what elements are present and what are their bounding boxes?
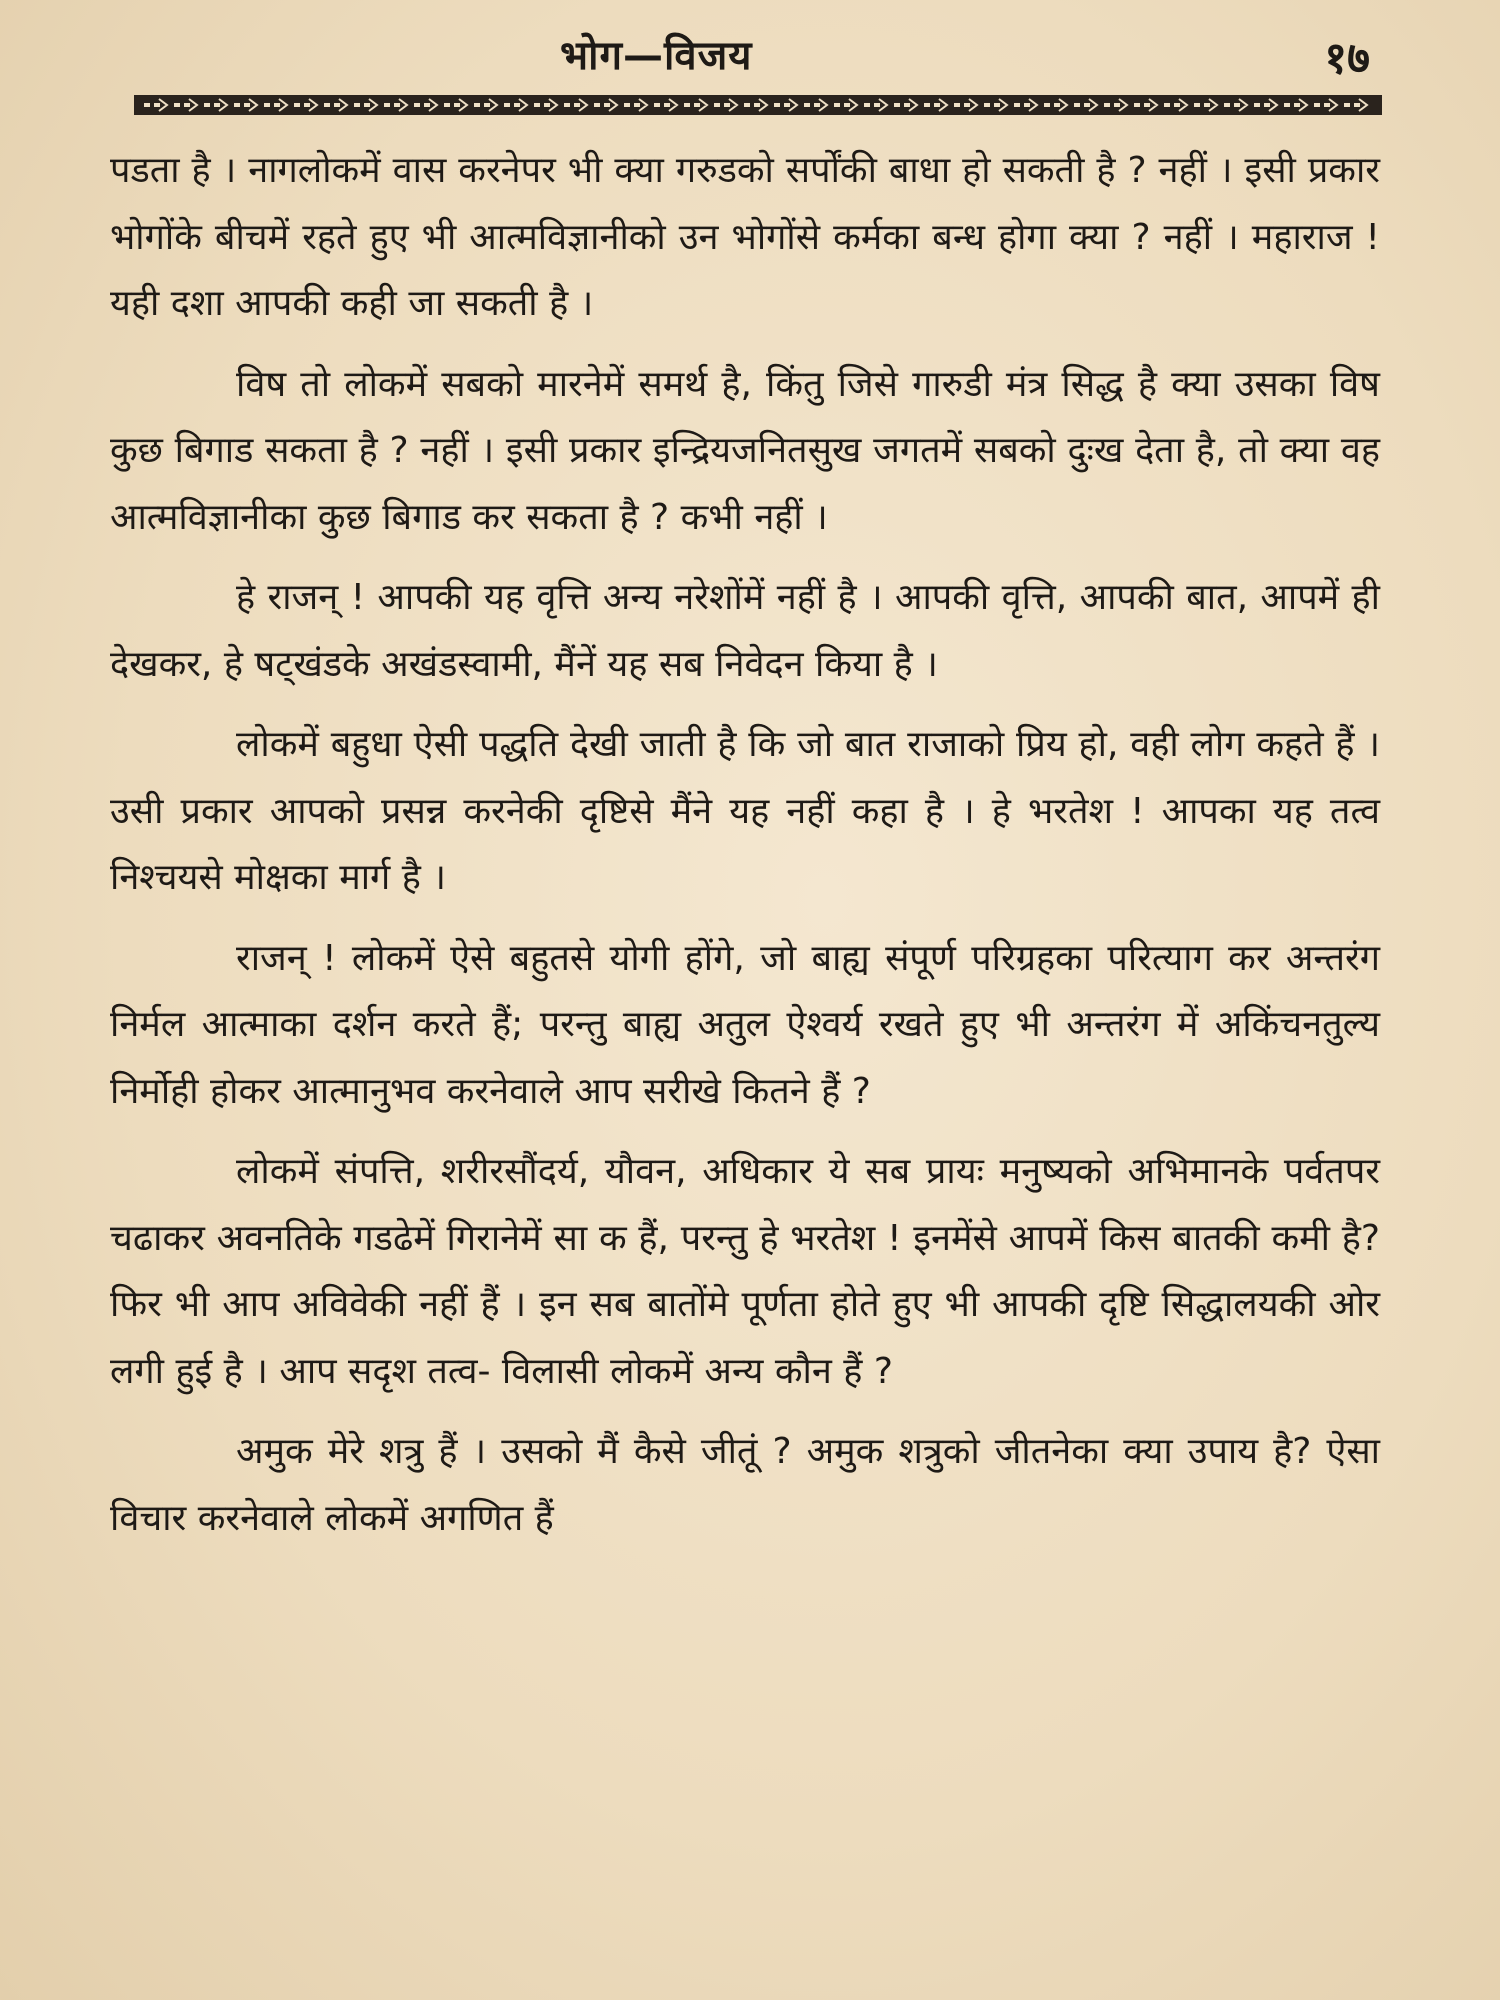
page-body bbox=[110, 138, 1380, 1566]
page-number: १७ bbox=[1324, 33, 1370, 84]
paragraph: लोकमें बहुधा ऐसी पद्धति देखी जाती है कि जो बात राजाको प्रिय हो, वही लोग कहते हैं । उसी प्रकार आपको प्रसन्न करनेकी दृष्टिसे मैंने यह नहीं कहा है । हे भरतेश ! आपका यह तत्व निश्चयसे मोक्षका मार्ग है । bbox=[110, 724, 1380, 898]
paragraph: विष तो लोकमें सबको मारनेमें समर्थ है, किंतु जिसे गारुडी मंत्र सिद्ध है क्या उसका विष कुछ बिगाड सकता है ? नहीं । इसी प्रकार इन्द्रियजनितसुख जगतमें सबको दुःख देता है, तो क्या वह आत्मविज्ञानीका कुछ बिगाड कर सकता है ? कभी नहीं । bbox=[110, 363, 1380, 538]
running-title: भोग—विजय bbox=[560, 33, 753, 79]
page-header bbox=[130, 18, 1390, 82]
ornamental-rule bbox=[134, 94, 1382, 116]
paragraph: राजन् ! लोकमें ऐसे बहुतसे योगी होंगे, जो बाह्य संपूर्ण परिग्रहका परित्याग कर अन्तरंग निर्मल आत्माका दर्शन करते हैं; परन्तु बाह्य अतुल ऐश्वर्य रखते हुए भी अन्तरंग में अकिंचनतुल्य निर्मोही होकर आत्मानुभव करनेवाले आप सरीखे कितने हैं ? bbox=[110, 937, 1380, 1112]
paragraph: हे राजन् ! आपकी यह वृत्ति अन्य नरेशोंमें नहीं है । आपकी वृत्ति, आपकी बात, आपमें ही देखकर, हे षट्खंडके अखंडस्वामी, मैंनें यह सब निवेदन किया है । bbox=[110, 577, 1380, 685]
paragraph: अमुक मेरे शत्रु हैं । उसको मैं कैसे जीतूं ? अमुक शत्रुको जीतनेका क्या उपाय है? ऐसा विचार करनेवाले लोकमें अगणित हैं bbox=[110, 1431, 1380, 1539]
paragraph: लोकमें संपत्ति, शरीरसौंदर्य, यौवन, अधिकार ये सब प्रायः मनुष्यको अभिमानके पर्वतपर चढाकर अवनतिके गडढेमें गिरानेमें सा क हैं, परन्तु हे भरतेश ! इनमेंसे आपमें किस बातकी कमी है? फिर भी आप अविवेकी नहीं हैं । इन सब बातोंमे पूर्णता होते हुए भी आपकी दृष्टि सिद्धालयकी ओर लगी हुई है । आप सदृश तत्व- विलासी लोकमें अन्य कौन हैं ? bbox=[110, 1151, 1380, 1392]
paragraph: पडता है । नागलोकमें वास करनेपर भी क्या गरुडको सर्पोंकी बाधा हो सकती है ? नहीं । इसी प्रकार भोगोंके बीचमें रहते हुए भी आत्मविज्ञानीको उन भोगोंसे कर्मका बन्ध होगा क्या ? नहीं । महाराज ! यही दशा आपकी कही जा सकती है । bbox=[110, 150, 1380, 324]
